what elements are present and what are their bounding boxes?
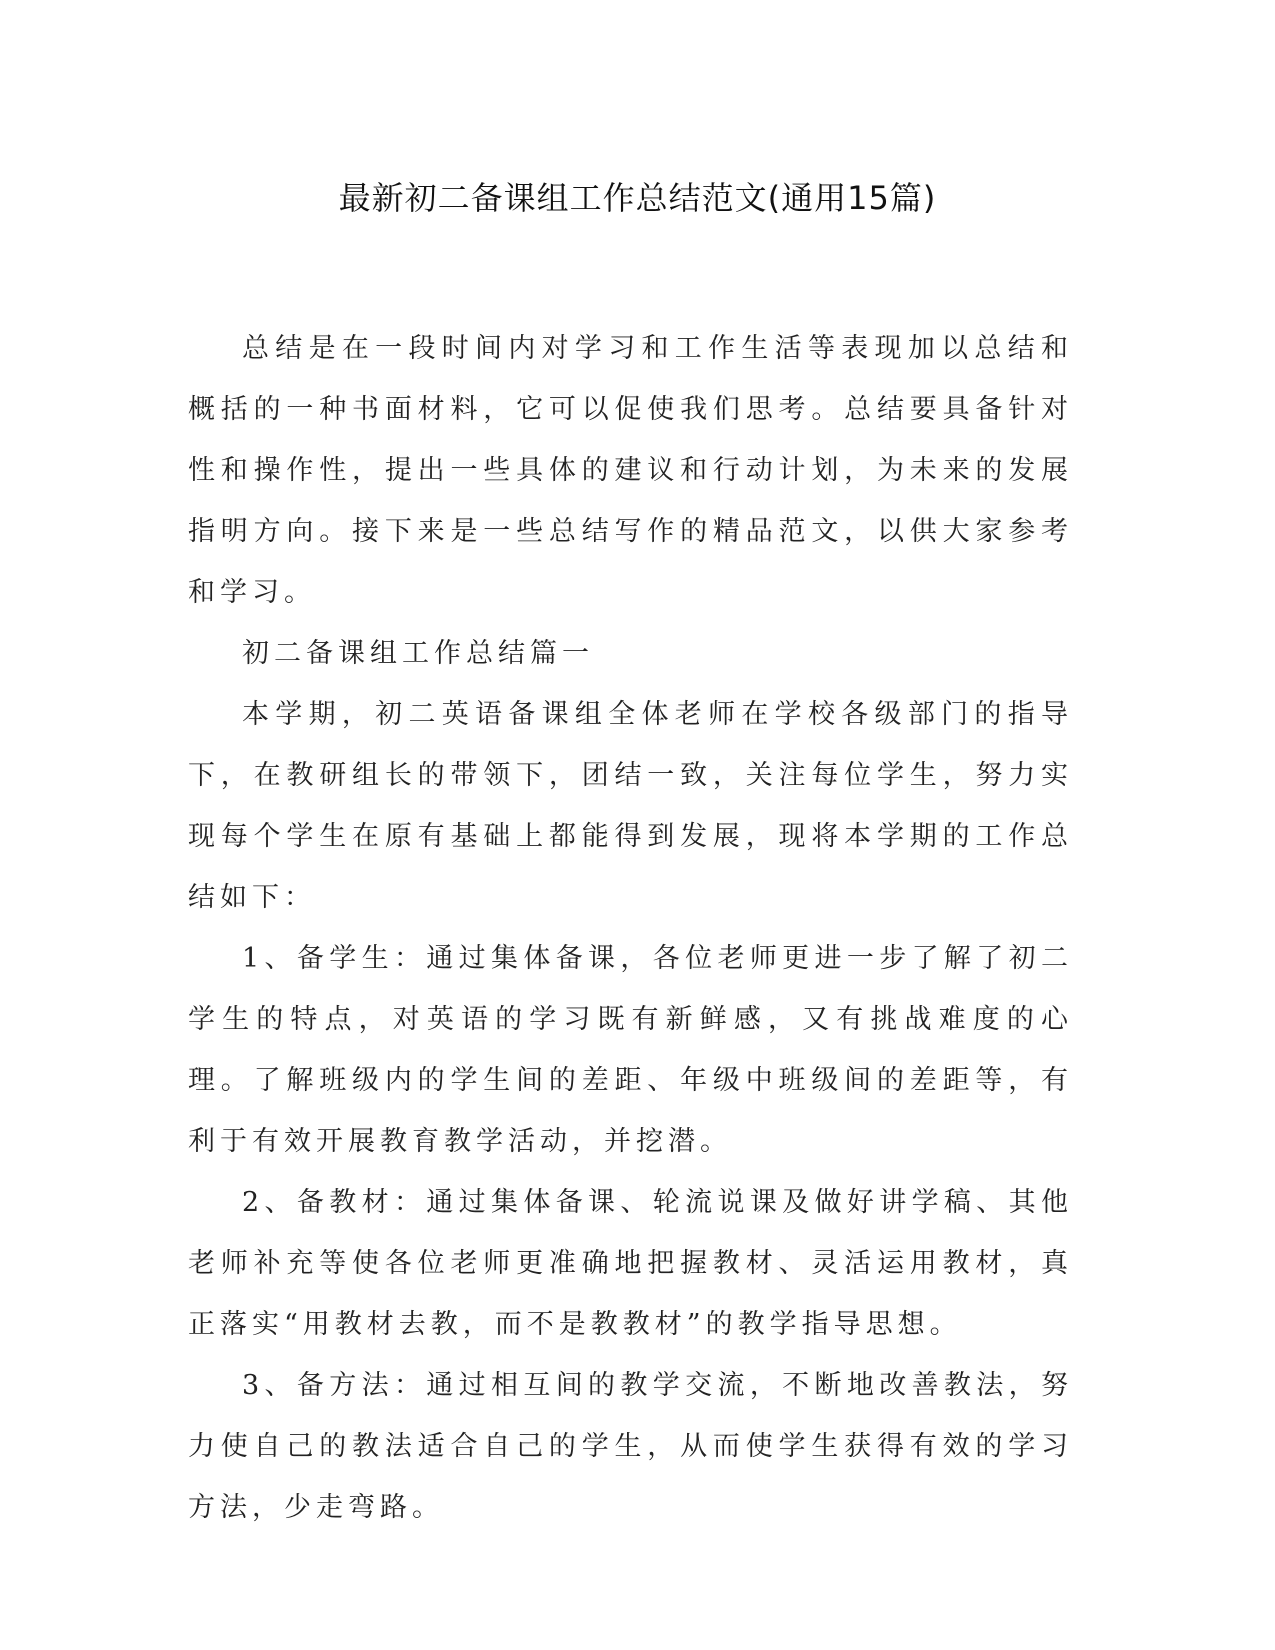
intro-paragraph: 总结是在一段时间内对学习和工作生活等表现加以总结和概括的一种书面材料，它可以促使我们思考。总结要具备针对性和操作性，提出一些具体的建议和行动计划，为未来的发展指明方向。接下来是一些总结写作的精品范文，以供大家参考和学习。 (188, 333, 1073, 608)
section-heading: 初二备课组工作总结篇一 (242, 638, 594, 669)
body-paragraph-1: 本学期，初二英语备课组全体老师在学校各级部门的指导下，在教研组长的带领下，团结一致，关注每位学生，努力实现每个学生在原有基础上都能得到发展，现将本学期的工作总结如下： (188, 699, 1073, 913)
body-paragraph-4: 3、备方法：通过相互间的教学交流，不断地改善教法，努力使自己的教法适合自己的学生，从而使学生获得有效的学习方法，少走弯路。 (188, 1370, 1073, 1523)
body-paragraph-3: 2、备教材：通过集体备课、轮流说课及做好讲学稿、其他老师补充等使各位老师更准确地把握教材、灵活运用教材，真正落实“用教材去教，而不是教教材”的教学指导思想。 (188, 1187, 1073, 1340)
document-title: 最新初二备课组工作总结范文(通用15篇) (338, 179, 937, 217)
document-body (188, 318, 1073, 1538)
body-paragraph-2: 1、备学生：通过集体备课，各位老师更进一步了解了初二学生的特点，对英语的学习既有新鲜感，又有挑战难度的心理。了解班级内的学生间的差距、年级中班级间的差距等，有利于有效开展教育教学活动，并挖潜。 (188, 943, 1073, 1157)
